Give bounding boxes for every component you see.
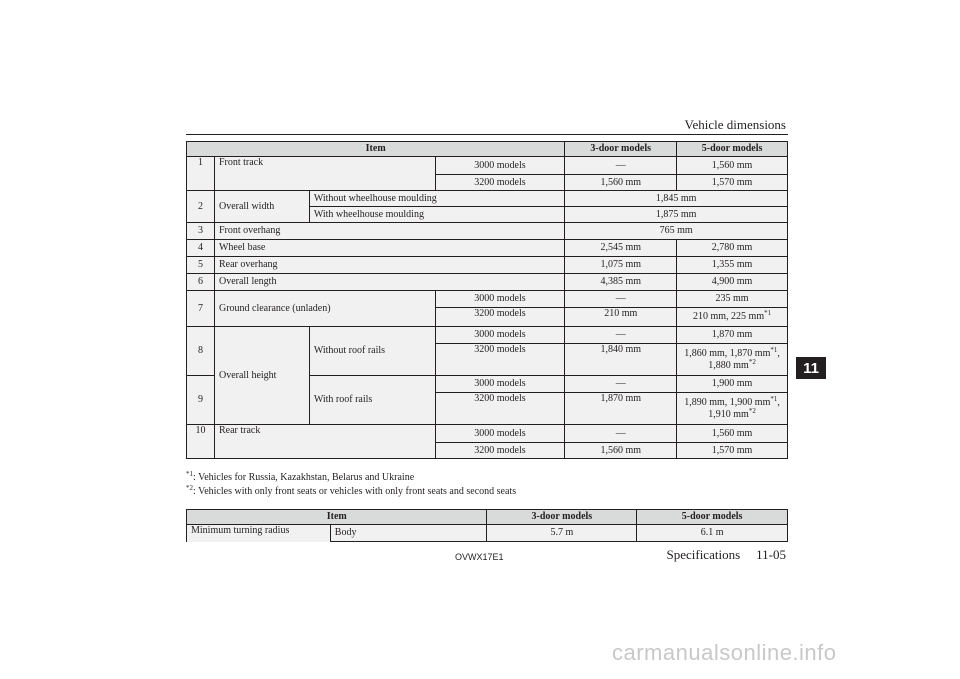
cell-value: — xyxy=(565,376,677,393)
section-title: Vehicle dimensions xyxy=(684,117,786,132)
cell-value: 235 mm xyxy=(677,291,788,308)
row-label: Minimum turning radius xyxy=(187,525,331,542)
table-row xyxy=(187,425,788,443)
model-label: 3200 models xyxy=(435,344,565,376)
model-label: 3200 models xyxy=(435,393,565,425)
table-row xyxy=(187,157,788,175)
footer-section: Specifications xyxy=(666,547,741,562)
cell-value: 1,870 mm xyxy=(677,327,788,344)
model-label: 3000 models xyxy=(435,425,565,443)
model-label: 3000 models xyxy=(435,291,565,308)
model-label: 3200 models xyxy=(435,443,565,459)
row-label: Overall width xyxy=(214,191,309,223)
cell-value: 1,875 mm xyxy=(565,207,788,223)
row-label: Overall length xyxy=(214,274,564,291)
watermark: carmanualsonline.info xyxy=(612,640,837,665)
row-number: 10 xyxy=(187,425,215,459)
cell-value: — xyxy=(565,425,677,443)
model-label: 3200 models xyxy=(435,175,565,191)
cell-value: — xyxy=(565,157,677,175)
cell-value: 2,780 mm xyxy=(677,240,788,257)
row-label: Front overhang xyxy=(214,223,564,240)
table-row xyxy=(187,327,788,344)
row-number: 8 xyxy=(187,327,215,376)
row-number: 3 xyxy=(187,223,215,240)
header-5-door: 5-door models xyxy=(637,510,788,525)
table-header-row xyxy=(187,142,788,157)
row-label: Ground clearance (unladen) xyxy=(214,291,435,327)
cell-value: 1,560 mm xyxy=(565,443,677,459)
sub-label: With wheelhouse moulding xyxy=(309,207,565,223)
row-label: Front track xyxy=(214,157,435,191)
model-label: 3000 models xyxy=(435,157,565,175)
cell-value: 5.7 m xyxy=(487,525,637,542)
row-label: Wheel base xyxy=(214,240,564,257)
cell-value: 1,845 mm xyxy=(565,191,788,207)
row-number: 1 xyxy=(187,157,215,191)
chapter-tab: 11 xyxy=(796,357,826,379)
header-item: Item xyxy=(187,142,565,157)
cell-value: 210 mm xyxy=(565,308,677,327)
cell-value: 1,860 mm, 1,870 $mm^{*1}$, 1,880 $mm^{*2}$ xyxy=(677,344,788,376)
cell-value: 1,570 mm xyxy=(677,443,788,459)
sub-label: With roof rails xyxy=(309,376,435,425)
vehicle-dimensions-table xyxy=(186,141,788,459)
header-item: Item xyxy=(187,510,487,525)
table-row xyxy=(187,525,788,542)
sub-label: Body xyxy=(330,525,487,542)
footnotes xyxy=(186,471,516,499)
table-row xyxy=(187,274,788,291)
page-number: 11-05 xyxy=(756,547,786,562)
table-header-row xyxy=(187,510,788,525)
cell-value: 765 mm xyxy=(565,223,788,240)
row-number: 2 xyxy=(187,191,215,223)
cell-value: 1,355 mm xyxy=(677,257,788,274)
cell-value: 210 mm, 225 $mm^{*1}$ xyxy=(677,308,788,327)
header-3-door: 3-door models xyxy=(487,510,637,525)
footnote-1: $^{*1}$: Vehicles for Russia, Kazakhstan, Belarus and Ukraine xyxy=(186,470,415,483)
row-number: 9 xyxy=(187,376,215,425)
header-5-door: 5-door models xyxy=(677,142,788,157)
row-label: Rear track xyxy=(214,425,435,459)
cell-value: — xyxy=(565,327,677,344)
sub-label: Without wheelhouse moulding xyxy=(309,191,565,207)
cell-value: 1,560 mm xyxy=(565,175,677,191)
cell-value: 1,900 mm xyxy=(677,376,788,393)
document-code: OVWX17E1 xyxy=(455,552,504,562)
table-row xyxy=(187,223,788,240)
header-3-door: 3-door models xyxy=(565,142,677,157)
model-label: 3200 models xyxy=(435,308,565,327)
cell-value: 1,890 mm, 1,900 $mm^{*1}$, 1,910 $mm^{*2}$ xyxy=(677,393,788,425)
row-number: 6 xyxy=(187,274,215,291)
table-row xyxy=(187,291,788,308)
cell-value: 4,385 mm xyxy=(565,274,677,291)
cell-value: 4,900 mm xyxy=(677,274,788,291)
cell-value: 1,840 mm xyxy=(565,344,677,376)
sub-label: Without roof rails xyxy=(309,327,435,376)
table-row xyxy=(187,257,788,274)
model-label: 3000 models xyxy=(435,376,565,393)
table-row xyxy=(187,191,788,207)
cell-value: 1,570 mm xyxy=(677,175,788,191)
cell-value: 1,870 mm xyxy=(565,393,677,425)
header-rule xyxy=(186,134,788,135)
footnote-2: $^{*2}$: Vehicles with only front seats or vehicles with only front seats and second seats xyxy=(186,484,517,497)
cell-value: 1,560 mm xyxy=(677,425,788,443)
cell-value: — xyxy=(565,291,677,308)
row-number: 7 xyxy=(187,291,215,327)
cell-value: 1,075 mm xyxy=(565,257,677,274)
cell-value: 2,545 mm xyxy=(565,240,677,257)
row-label: Rear overhang xyxy=(214,257,564,274)
page-footer xyxy=(666,547,786,563)
model-label: 3000 models xyxy=(435,327,565,344)
cell-value: 6.1 m xyxy=(637,525,788,542)
row-label: Overall height xyxy=(214,327,309,425)
cell-value: 1,560 mm xyxy=(677,157,788,175)
table-row xyxy=(187,240,788,257)
row-number: 4 xyxy=(187,240,215,257)
turning-radius-table xyxy=(186,509,788,542)
row-number: 5 xyxy=(187,257,215,274)
